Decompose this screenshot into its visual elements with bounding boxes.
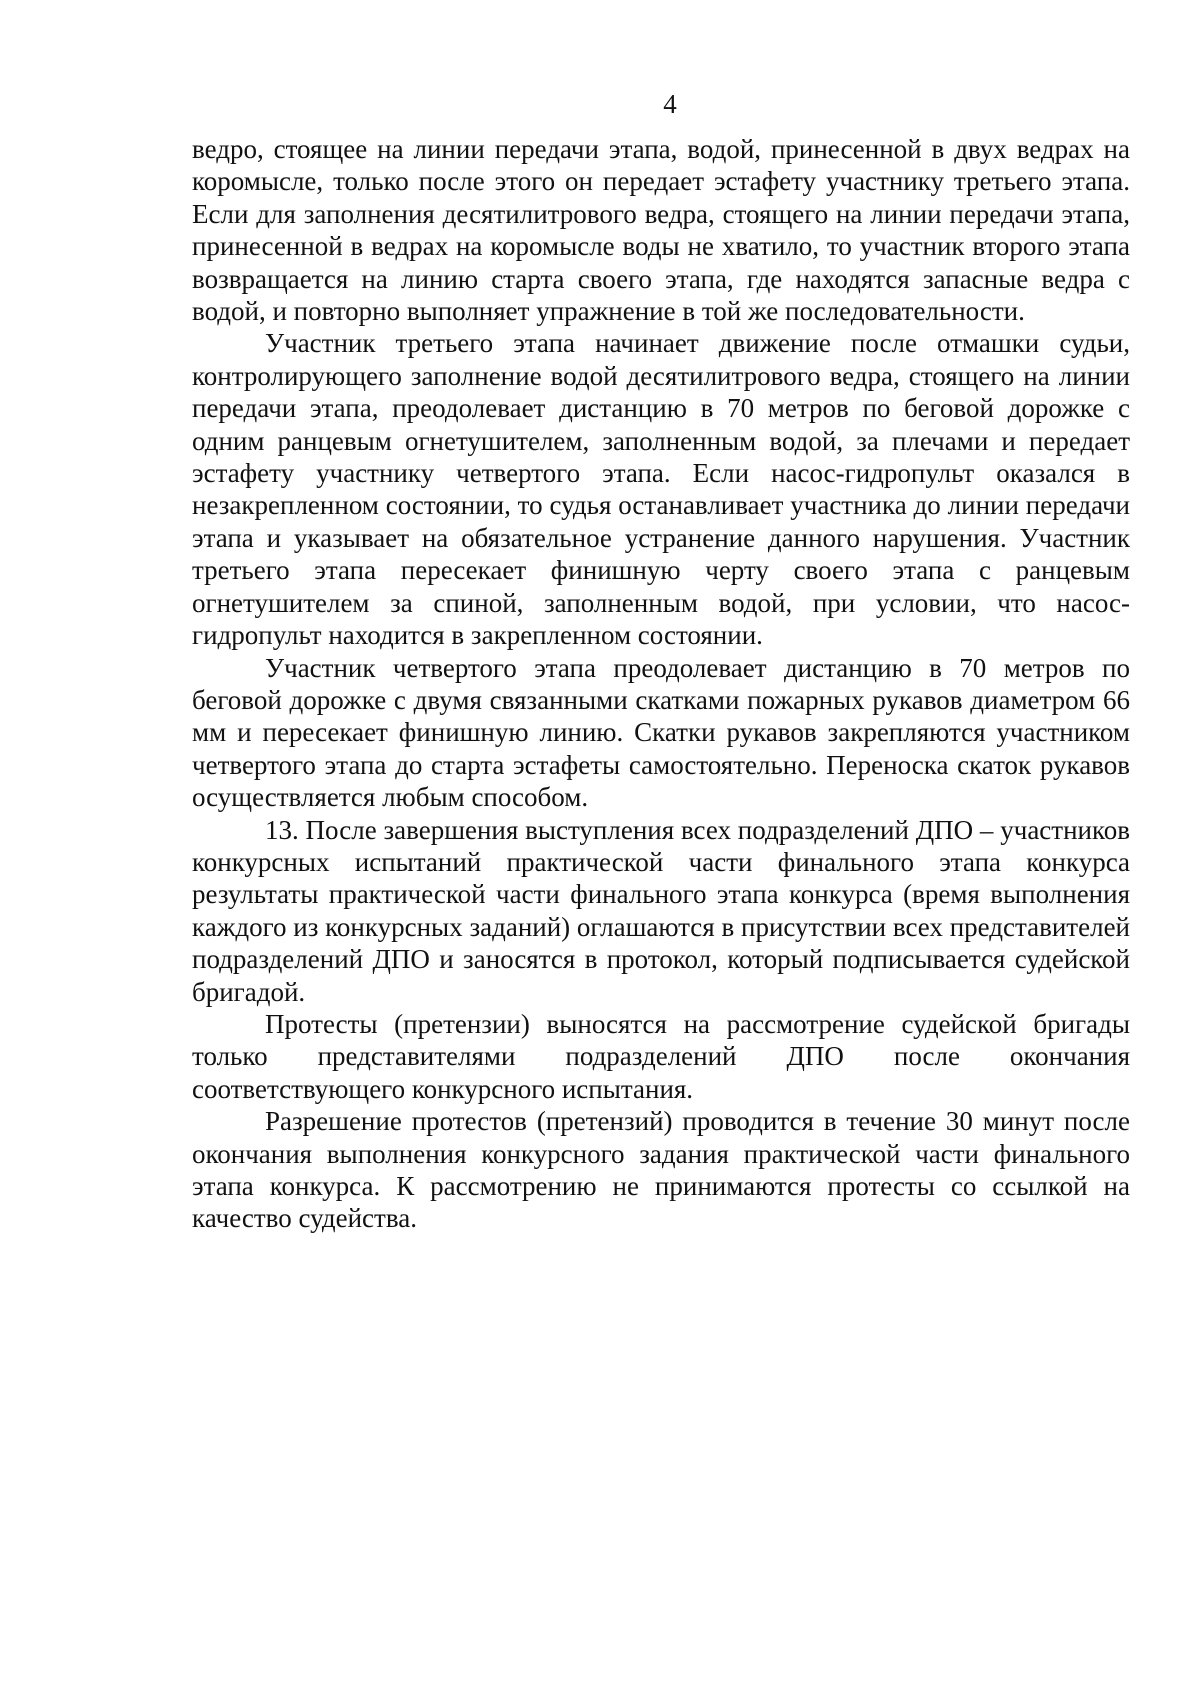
paragraph-item-13: 13. После завершения выступления всех подразделений ДПО – участников конкурсных испытаний практической части финального этапа конкурса результаты практической части финального этапа конкурса (время выполнения каждого из конкурсных заданий) оглашаются в присутствии всех представителей подразделений ДПО и заносятся в протокол, который подписывается судейской бригадой.: [192, 814, 1130, 1007]
paragraph-third-stage: Участник третьего этапа начинает движение после отмашки судьи, контролирующего заполнение водой десятилитрового ведра, стоящего на линии передачи этапа, преодолевает дистанцию в 70 метров по беговой дорожке с одним ранцевым огнетушителем, заполненным водой, за плечами и передает эстафету участнику четвертого этапа. Если насос-гидропульт оказался в незакрепленном состоянии, то судья останавливает участника до линии передачи этапа и указывает на обязательное устранение данного нарушения. Участник третьего этапа пересекает финишную черту своего этапа с ранцевым огнетушителем за спиной, заполненным водой, при условии, что насос-гидропульт находится в закрепленном состоянии.: [192, 328, 1130, 651]
document-body: [192, 133, 1130, 1235]
paragraph-protests: Протесты (претензии) выносятся на рассмотрение судейской бригады только представителями подразделений ДПО после окончания соответствующего конкурсного испытания.: [192, 1008, 1130, 1104]
paragraph-protest-resolution: Разрешение протестов (претензий) проводится в течение 30 минут после окончания выполнения конкурсного задания практической части финального этапа конкурса. К рассмотрению не принимаются протесты со ссылкой на качество судейства.: [192, 1106, 1130, 1234]
paragraph-continuation: ведро, стоящее на линии передачи этапа, водой, принесенной в двух ведрах на коромысле, только после этого он передает эстафету участнику третьего этапа. Если для заполнения десятилитрового ведра, стоящего на линии передачи этапа, принесенной в ведрах на коромысле воды не хватило, то участник второго этапа возвращается на линию старта своего этапа, где находятся запасные ведра с водой, и повторно выполняет упражнение в той же последовательности.: [192, 134, 1130, 327]
paragraph-fourth-stage: Участник четвертого этапа преодолевает дистанцию в 70 метров по беговой дорожке с двумя связанными скатками пожарных рукавов диаметром 66 мм и пересекает финишную линию. Скатки рукавов закрепляются участником четвертого этапа до старта эстафеты самостоятельно. Переноска скаток рукавов осуществляется любым способом.: [192, 652, 1130, 813]
page-number: 4: [663, 89, 677, 119]
